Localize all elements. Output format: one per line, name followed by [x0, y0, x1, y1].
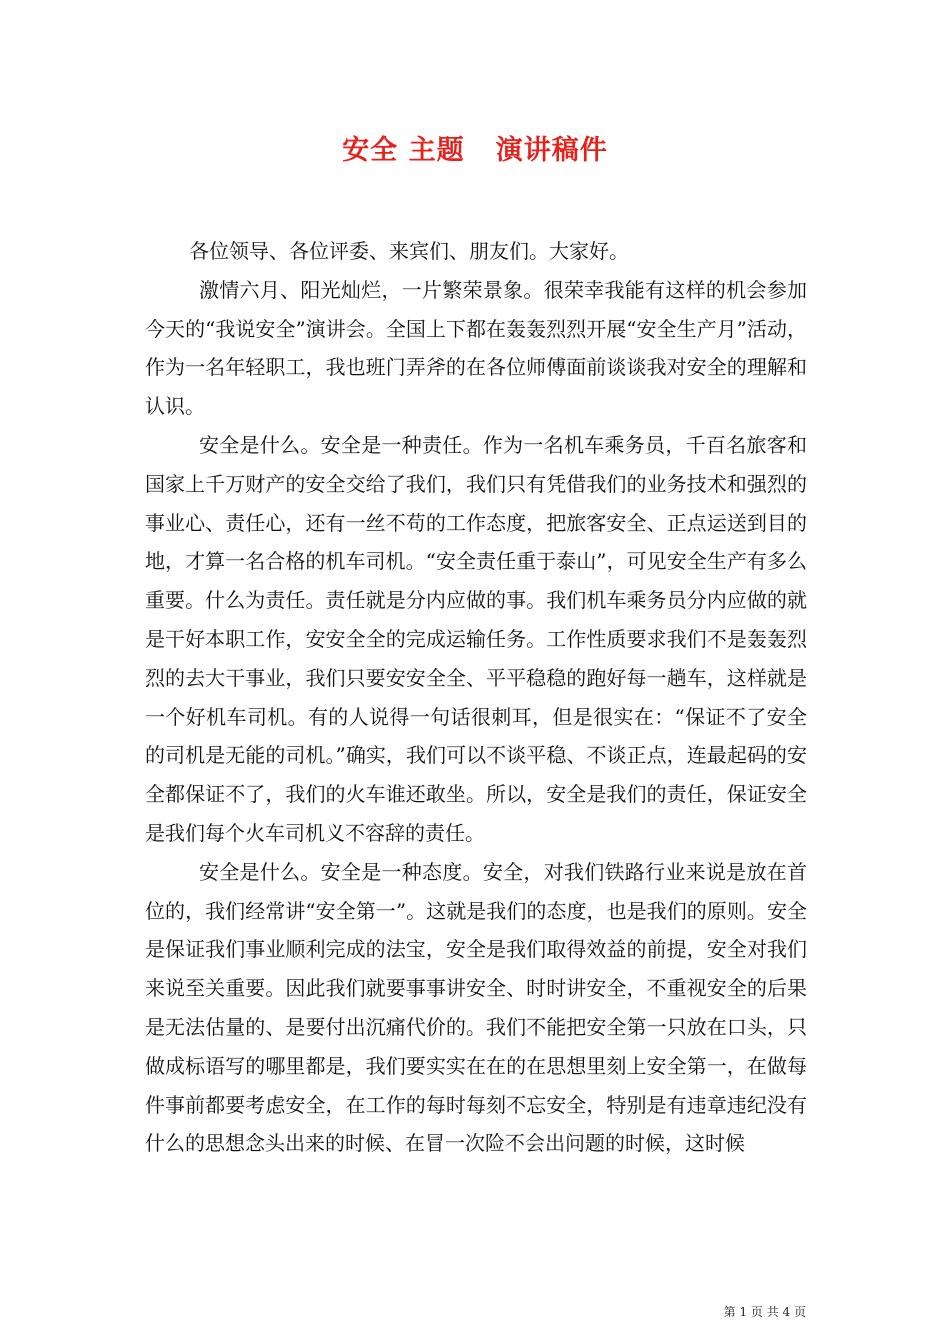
- page-number-footer: 第 1 页 共 4 页: [723, 1305, 806, 1319]
- paragraph-3: 安全是什么。安全是一种态度。安全，对我们铁路行业来说是放在首位的，我们经常讲“安全第一”。这就是我们的态度，也是我们的原则。安全是保证我们事业顺利完成的法宝，安全是我们取得效益的前提，安全对我们来说至关重要。因此我们就要事事讲安全、时时讲安全，不重视安全的后果是无法估量的、是要付出沉痛代价的。我们不能把安全第一只放在口头，只做成标语写的哪里都是，我们要实实在在的在思想里刻上安全第一，在做每件事前都要考虑安全，在工作的每时每刻不忘安全，特别是有违章违纪没有什么的思想念头出来的时候、在冒一次险不会出问题的时候，这时候: [145, 859, 807, 1156]
- paragraph-2: 安全是什么。安全是一种责任。作为一名机车乘务员，千百名旅客和国家上千万财产的安全交给了我们，我们只有凭借我们的业务技术和强烈的事业心、责任心，还有一丝不苟的工作态度，把旅客安全、正点运送到目的地，才算一名合格的机车司机。“安全责任重于泰山”，可见安全生产有多么重要。什么为责任。责任就是分内应做的事。我们机车乘务员分内应做的就是干好本职工作，安安全全的完成运输任务。工作性质要求我们不是轰轰烈烈的去大干事业，我们只要安安全全、平平稳稳的跑好每一趟车，这样就是一个好机车司机。有的人说得一句话很刺耳，但是很实在：“保证不了安全的司机是无能的司机。”确实，我们可以不谈平稳、不谈正点，连最起码的安全都保证不了，我们的火车谁还敢坐。所以，安全是我们的责任，保证安全是我们每个火车司机义不容辞的责任。: [145, 432, 807, 845]
- document-body: [145, 232, 807, 1163]
- paragraph-1: 激情六月、阳光灿烂，一片繁荣景象。很荣幸我能有这样的机会参加今天的“我说安全”演讲会。全国上下都在轰轰烈烈开展“安全生产月”活动，作为一名年轻职工，我也班门弄斧的在各位师傅面前谈谈我对安全的理解和认识。: [145, 277, 807, 419]
- document-title: 安全 主题 演讲稿件: [342, 135, 608, 166]
- greeting-paragraph: 各位领导、各位评委、来宾们、朋友们。大家好。: [189, 239, 629, 263]
